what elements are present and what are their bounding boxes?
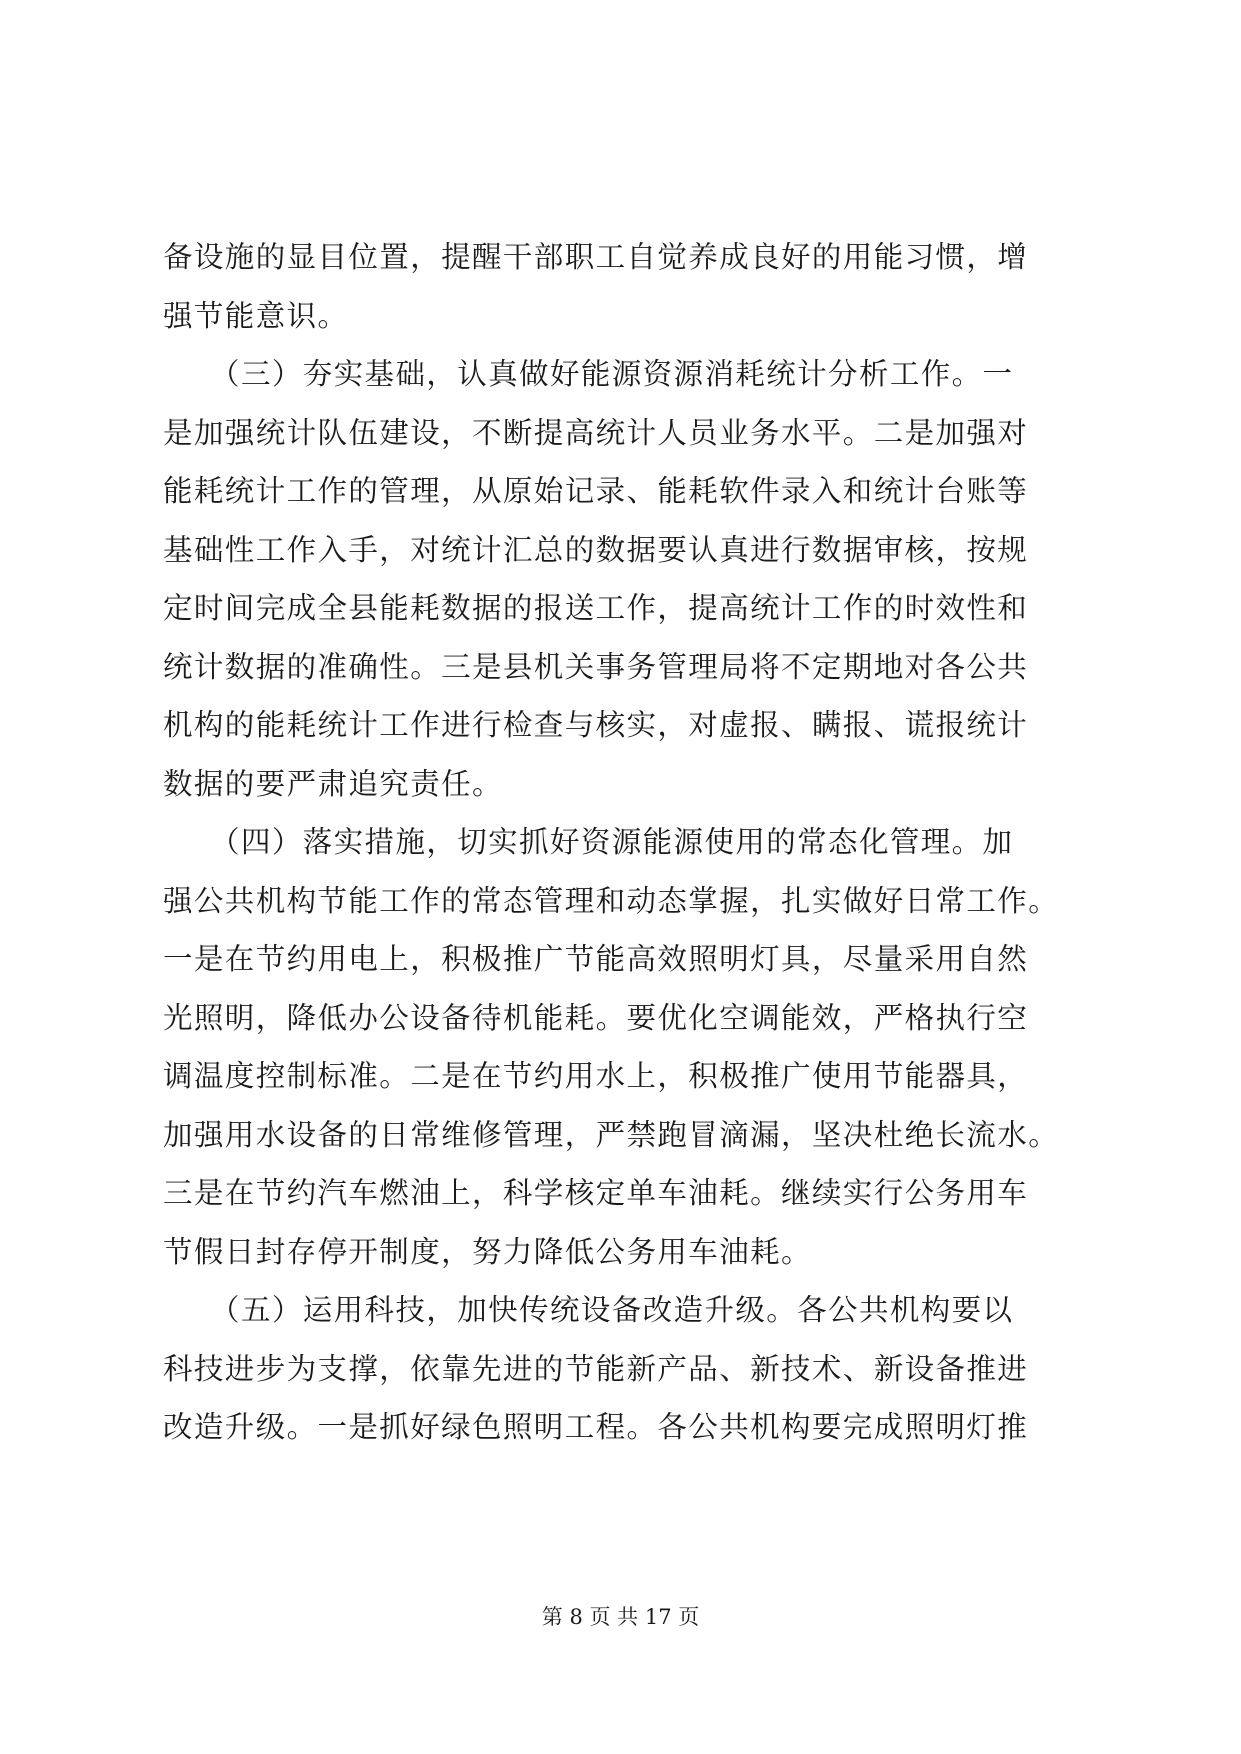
text-line: （五）运用科技，加快传统设备改造升级。各公共机构要以 (163, 1293, 1014, 1327)
text-line: 节假日封存停开制度，努力降低公务用车油耗。 (163, 1234, 812, 1269)
text-line: 三是在节约汽车燃油上，科学核定单车油耗。继续实行公务用车 (163, 1176, 1029, 1210)
text-line: （四）落实措施，切实抓好资源能源使用的常态化管理。加 (163, 825, 1014, 859)
text-line: 调温度控制标准。二是在节约用水上，积极推广使用节能器具， (163, 1059, 1029, 1093)
body-text (163, 228, 1083, 1457)
text-line: 光照明，降低办公设备待机能耗。要优化空调能效，严格执行空 (163, 1000, 1029, 1035)
text-line: 备设施的显目位置，提醒干部职工自觉养成良好的用能习惯，增 (163, 240, 1029, 274)
text-line: 数据的要严肃追究责任。 (163, 766, 503, 801)
text-line: 加强用水设备的日常维修管理，严禁跑冒滴漏，坚决杜绝长流水。 (163, 1117, 1060, 1152)
text-line: 强公共机构节能工作的常态管理和动态掌握，扎实做好日常工作。 (163, 883, 1060, 918)
text-line: 是加强统计队伍建设，不断提高统计人员业务水平。二是加强对 (163, 415, 1029, 450)
text-line: 改造升级。一是抓好绿色照明工程。各公共机构要完成照明灯推 (163, 1410, 1029, 1444)
text-line: 强节能意识。 (163, 298, 349, 333)
text-line: 机构的能耗统计工作进行检查与核实，对虚报、瞒报、谎报统计 (163, 708, 1029, 742)
text-line: 统计数据的准确性。三是县机关事务管理局将不定期地对各公共 (163, 649, 1029, 684)
text-line: （三）夯实基础，认真做好能源资源消耗统计分析工作。一 (163, 357, 1014, 391)
text-line: 一是在节约用电上，积极推广节能高效照明灯具，尽量采用自然 (163, 942, 1029, 976)
text-line: 基础性工作入手，对统计汇总的数据要认真进行数据审核，按规 (163, 532, 1029, 567)
page-footer: 第 8 页 共 17 页 (541, 1605, 700, 1629)
text-line: 科技进步为支撑，依靠先进的节能新产品、新技术、新设备推进 (163, 1351, 1029, 1386)
text-line: 定时间完成全县能耗数据的报送工作，提高统计工作的时效性和 (163, 591, 1029, 625)
text-line: 能耗统计工作的管理，从原始记录、能耗软件录入和统计台账等 (163, 474, 1029, 508)
